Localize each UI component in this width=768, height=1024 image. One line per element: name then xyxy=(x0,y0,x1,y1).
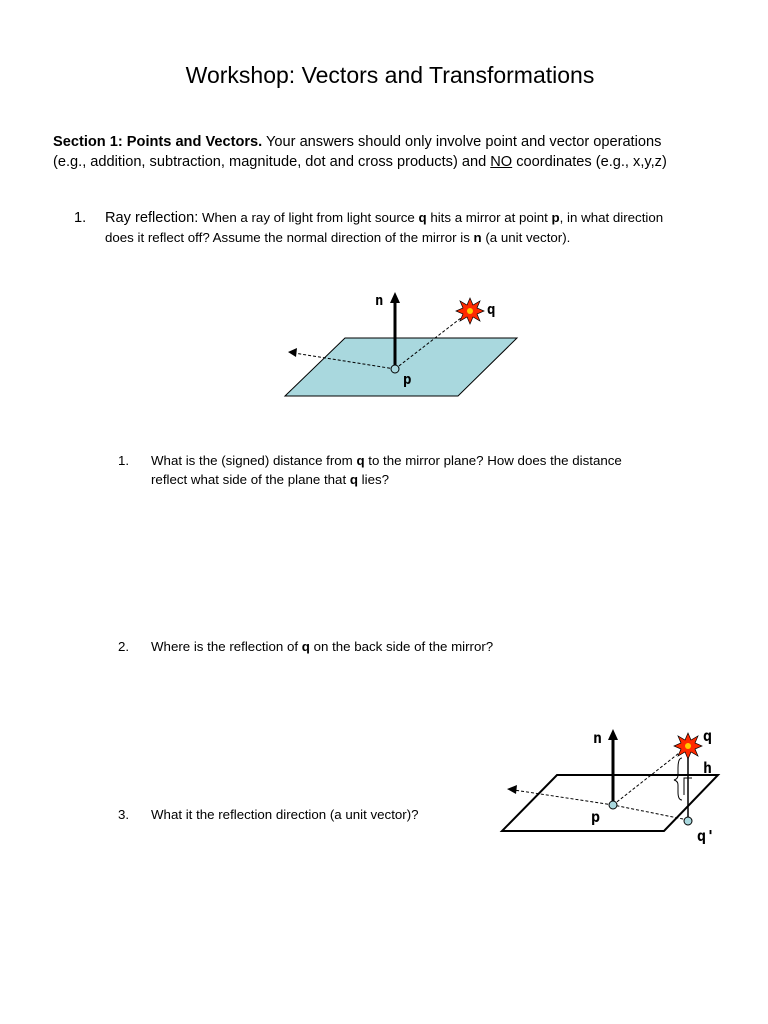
label-n: n xyxy=(375,293,384,309)
subquestion-3-number: 3. xyxy=(118,807,130,822)
section-no-emphasis: NO xyxy=(490,154,513,170)
question-1-q: q xyxy=(418,210,427,225)
section-text-a: Your answers should only involve point and vector operations (e.g., addition, subtraction, magnitude, dot and cross products) and xyxy=(53,134,662,170)
label-h: h xyxy=(703,759,713,777)
question-1-text-4: (a unit vector). xyxy=(481,230,571,245)
question-1-n: n xyxy=(473,230,482,245)
section-text-b: coordinates (e.g., x,y,z) xyxy=(512,154,667,170)
subquestion-1-number: 1. xyxy=(118,453,130,468)
subquestion-1-text-1: What is the (signed) distance from xyxy=(151,453,357,468)
page-title: Workshop: Vectors and Transformations xyxy=(185,62,595,88)
section-heading: Section 1: Points and Vectors. xyxy=(53,134,263,150)
label-q: q xyxy=(487,302,496,318)
question-1-text-1: When a ray of light from light source xyxy=(198,210,419,225)
label-q-prime: q' xyxy=(697,827,716,845)
question-1-text-3: , in what direction does it reflect off? Assume the normal direction of the mirror is xyxy=(105,210,664,245)
label-q-2: q xyxy=(703,727,713,745)
subquestion-1-text-3: lies? xyxy=(357,472,390,487)
question-1-number: 1. xyxy=(74,210,87,226)
label-n-2: n xyxy=(593,729,603,747)
subquestion-2-q: q xyxy=(301,639,310,654)
subquestion-2-text-2: on the back side of the mirror? xyxy=(309,639,494,654)
label-p-2: p xyxy=(591,808,601,826)
reflected-ray-arrowhead-2 xyxy=(507,785,517,794)
subquestion-2-text-1: Where is the reflection of xyxy=(151,639,302,654)
subquestion-1-q: q xyxy=(356,453,365,468)
point-p-2 xyxy=(609,801,617,809)
normal-arrowhead-2 xyxy=(608,729,618,740)
label-p: p xyxy=(403,372,412,388)
light-source-center-2 xyxy=(685,743,691,749)
question-1-text-2: hits a mirror at point xyxy=(426,210,552,225)
subquestion-1-text-2: to the mirror plane? How does the distance reflect what side of the plane that xyxy=(151,453,622,487)
subquestion-1-q-2: q xyxy=(349,472,358,487)
subquestion-3-text-1: What it the reflection direction (a unit vector)? xyxy=(151,807,419,822)
question-1-lead: Ray reflection: xyxy=(105,210,199,226)
subquestion-2-number: 2. xyxy=(118,639,130,654)
question-1-p: p xyxy=(551,210,560,225)
point-q-prime xyxy=(684,817,692,825)
